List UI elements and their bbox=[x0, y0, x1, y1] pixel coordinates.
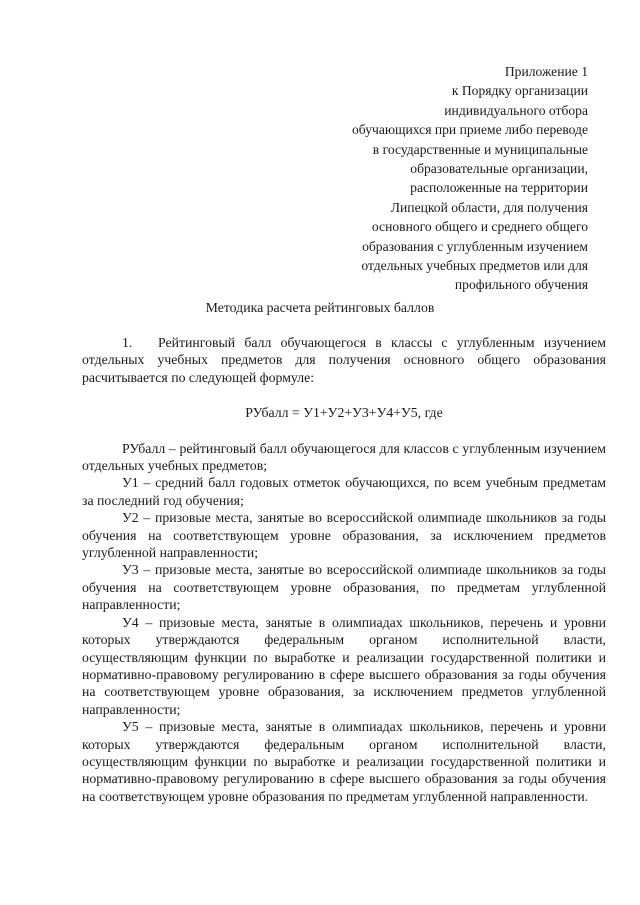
annex-line: Липецкой области, для получения bbox=[390, 199, 588, 215]
section-number: 1. bbox=[122, 335, 133, 350]
definition-item: У5 – призовые места, занятые в олимпиадах школьников, перечень и уровни которых утверждаются федеральным органом исполнительной власти, осуществляющим функции по выработке и реализации государственной политики и нормативно-правовому регулированию в сфере высшего образования за годы обучения на соответствующем уровне образования по предметам углубленной направленности. bbox=[82, 719, 606, 804]
annex-line: профильного обучения bbox=[454, 277, 588, 293]
annex-line: расположенные на территории bbox=[410, 180, 588, 196]
annex-line: Приложение 1 bbox=[504, 64, 588, 79]
annex-line: образования с углубленным изучением bbox=[362, 238, 588, 254]
definition-item: У2 – призовые места, занятые во всероссийской олимпиаде школьников за годы обучения на соответствующем уровне образования, за исключением предметов углубленной направленности; bbox=[82, 510, 606, 561]
section-paragraph bbox=[82, 334, 606, 386]
annex-line: к Порядку организации bbox=[451, 83, 588, 99]
section-text: Рейтинговый балл обучающегося в классы с углубленным изучением отдельных учебных предметов для получения основного общего образования расчитывается по следующей формуле: bbox=[82, 335, 606, 385]
annex-line: индивидуального отбора bbox=[444, 102, 588, 118]
annex-line: в государственные и муниципальные bbox=[372, 141, 588, 157]
definition-item: РУбалл – рейтинговый балл обучающегося для классов с углубленным изучением отдельных учебных предметов; bbox=[82, 440, 606, 474]
annex-line: образовательные организации, bbox=[410, 161, 588, 177]
definition-item: У4 – призовые места, занятые в олимпиадах школьников, перечень и уровни которых утверждаются федеральным органом исполнительной власти, осуществляющим функции по выработке и реализации государственной политики и нормативно-правовому регулированию в сфере высшего образования за годы обучения на соответствующем уровне образования, за исключением предметов углубленной направленности; bbox=[82, 614, 606, 717]
definition-item: У1 – средний балл годовых отметок обучающихся, по всем учебным предметам за последний год обучения; bbox=[82, 475, 606, 508]
annex-header bbox=[300, 62, 588, 295]
definition-item: У3 – призовые места, занятые во всероссийской олимпиаде школьников за годы обучения на соответствующем уровне образования, по предметам углубленной направленности; bbox=[82, 562, 606, 613]
document-title: Методика расчета рейтинговых баллов bbox=[205, 300, 435, 315]
annex-line: основного общего и среднего общего bbox=[371, 219, 588, 235]
annex-line: обучающихся при приеме либо переводе bbox=[352, 122, 588, 138]
annex-line: отдельных учебных предметов или для bbox=[361, 258, 588, 274]
rating-formula: РУбалл = У1+У2+У3+У4+У5, где bbox=[245, 405, 443, 421]
document-body bbox=[82, 334, 606, 805]
